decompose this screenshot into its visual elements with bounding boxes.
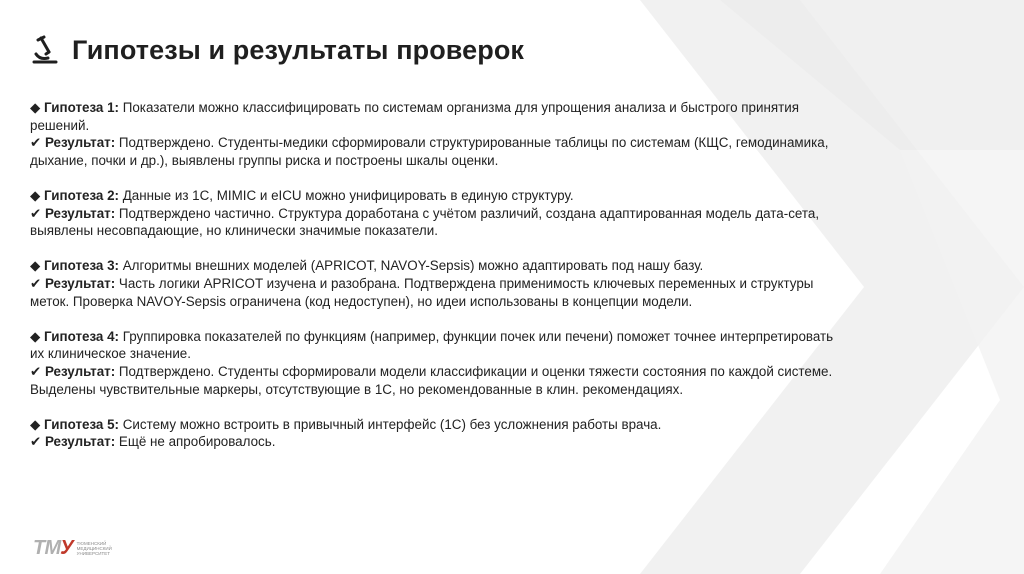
- hypothesis-block-4: [30, 328, 950, 398]
- hypotheses-list: [30, 99, 950, 468]
- hypothesis-text-cont: их клиническое значение.: [30, 346, 191, 362]
- result-line: [30, 433, 950, 451]
- result-line: [30, 205, 950, 223]
- result-line: [30, 275, 950, 293]
- result-label: ✔ Результат:: [30, 275, 116, 291]
- logo-mark-red: У: [60, 536, 73, 559]
- hypothesis-line: [30, 416, 950, 434]
- hypothesis-label: ◆ Гипотеза 1:: [30, 100, 120, 115]
- result-line: [30, 363, 950, 381]
- hypothesis-label: ◆ Гипотеза 2:: [30, 187, 120, 203]
- title-row: [30, 30, 524, 70]
- hypothesis-label: ◆ Гипотеза 5:: [30, 416, 120, 432]
- result-label: ✔ Результат:: [30, 363, 116, 379]
- result-text-cont: Выделены чувствительные маркеры, отсутствующие в 1С, но рекомендованные в клин. рекомендациях.: [30, 381, 684, 397]
- hypothesis-block-2: [30, 187, 950, 240]
- result-text: Подтверждено. Студенты сформировали модели классификации и оценки тяжести состояния по каждой системе.: [115, 363, 833, 379]
- result-text-cont: меток. Проверка NAVOY-Sepsis ограничена (код недоступен), но идеи использованы в концепции модели.: [30, 293, 693, 309]
- hypothesis-text: Группировка показателей по функциям (например, функции почек или печени) поможет точнее интерпретировать: [119, 328, 834, 344]
- hypothesis-line: [30, 99, 950, 117]
- hypothesis-label: ◆ Гипотеза 4:: [30, 328, 120, 344]
- hypothesis-text: Данные из 1С, MIMIC и eICU можно унифицировать в единую структуру.: [119, 187, 574, 203]
- result-label: ✔ Результат:: [30, 205, 116, 221]
- hypothesis-block-3: [30, 257, 950, 310]
- result-text: Часть логики APRICOT изучена и разобрана. Подтверждена применимость ключевых переменных и структуры: [115, 275, 814, 291]
- logo-mark: [33, 537, 73, 560]
- hypothesis-line: [30, 187, 950, 205]
- hypothesis-label: ◆ Гипотеза 3:: [30, 258, 120, 274]
- result-text-cont: дыхание, почки и др.), выявлены группы риска и построены шкалы оценки.: [30, 152, 499, 168]
- result-text: Ещё не апробировалось.: [115, 434, 276, 450]
- result-text: Подтверждено. Студенты-медики сформировали структурированные таблицы по системам (КЩС, гемодинамика,: [115, 135, 829, 151]
- result-line: [30, 134, 950, 152]
- result-text: Подтверждено частично. Структура доработана с учётом различий, создана адаптированная модель дата-сета,: [115, 205, 820, 221]
- microscope-icon: [30, 34, 60, 66]
- hypothesis-text-cont: решений.: [30, 117, 90, 133]
- hypothesis-line: [30, 328, 950, 346]
- result-text-cont: выявлены несовпадающие, но клинически значимые показатели.: [30, 223, 438, 239]
- logo-mark-gray: ТМ: [33, 536, 61, 559]
- result-label: ✔ Результат:: [30, 434, 116, 450]
- hypothesis-text: Систему можно встроить в привычный интерфейс (1С) без усложнения работы врача.: [119, 416, 662, 432]
- logo-text: ТЮМЕНСКИЙ МЕДИЦИНСКИЙ УНИВЕРСИТЕТ: [76, 540, 112, 556]
- hypothesis-text: Показатели можно классифицировать по системам организма для упрощения анализа и быстрого принятия: [119, 100, 799, 115]
- result-label: ✔ Результат:: [30, 135, 116, 151]
- hypothesis-block-1: [30, 99, 950, 169]
- hypothesis-text: Алгоритмы внешних моделей (APRICOT, NAVOY-Sepsis) можно адаптировать под нашу базу.: [119, 258, 704, 274]
- hypothesis-line: [30, 257, 950, 275]
- page-title: Гипотезы и результаты проверок: [72, 34, 525, 65]
- university-logo: [33, 536, 112, 559]
- hypothesis-block-5: [30, 416, 950, 451]
